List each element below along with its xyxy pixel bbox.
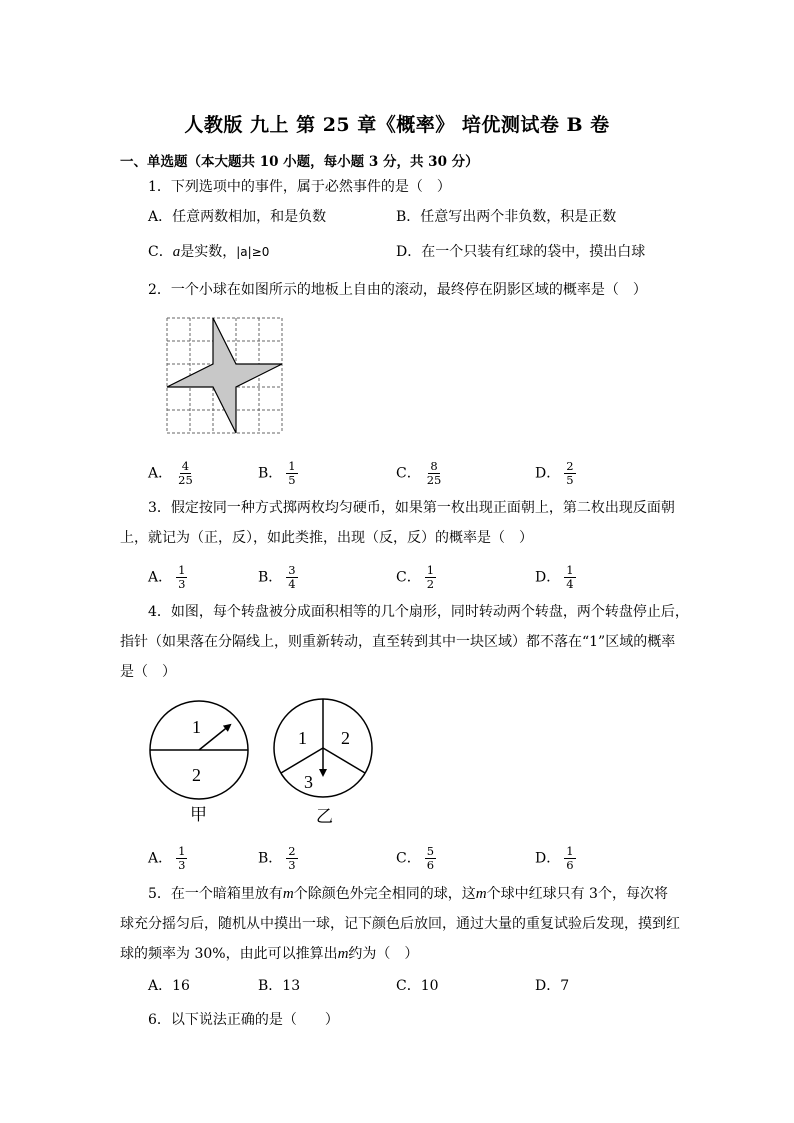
q3-option-c (396, 564, 436, 591)
q5-stem-part2: 个除颜色外完全相同的球，这 (293, 886, 476, 902)
q2-option-b-label: B． (258, 465, 283, 482)
q4-option-d-label: D． (535, 850, 561, 867)
spinner-jia-pointer (199, 725, 230, 750)
q3-option-d-fraction (564, 564, 575, 591)
q4-option-c-label: C． (396, 850, 421, 867)
q5-stem-line2: 球充分摇匀后，随机从中摸出一球，记下颜色后放回，通过大量的重复试验后发现，摸到红 (120, 916, 680, 932)
q3-option-d-num: 1 (566, 563, 574, 577)
q2-option-d-label: D． (535, 465, 561, 482)
q5-stem-part4: 球的频率为 30%，由此可以推算出 (120, 946, 338, 962)
q4-option-b-den: 3 (288, 858, 296, 872)
q4-option-b-fraction (286, 845, 297, 872)
spinner-yi (274, 699, 372, 826)
q2-option-b-den: 5 (288, 473, 296, 487)
q5-stem-line3 (120, 944, 418, 964)
q3-option-a-label: A． (148, 569, 173, 586)
q5-stem-line1 (148, 884, 668, 904)
q3-option-a-fraction (176, 564, 187, 591)
q5-var-m-2: m (475, 886, 487, 902)
q3-stem-line1: 3．假定按同一种方式掷两枚均匀硬币，如果第一枚出现正面朝上，第二枚出现反面朝 (148, 500, 675, 516)
q5-option-b: B．13 (258, 978, 301, 994)
q4-option-a (148, 845, 187, 872)
q1-option-b: B．任意写出两个非负数，积是正数 (396, 209, 617, 225)
q2-option-d-num: 2 (566, 459, 574, 473)
q5-stem-part3: 个球中红球只有 3个，每次将 (486, 886, 668, 902)
q3-option-b-label: B． (258, 569, 283, 586)
q1-option-c-label: C． (148, 244, 173, 260)
q2-option-a-den: 25 (178, 473, 193, 487)
q5-var-m-1: m (282, 886, 294, 902)
q1-option-c-mid: 是实数， (180, 244, 237, 260)
q3-option-c-num: 1 (426, 563, 435, 577)
q2-option-a-num: 4 (181, 459, 190, 473)
spinner-jia-sector-1: 1 (192, 717, 201, 737)
q4-stem-line2: 指针（如果落在分隔线上，则重新转动，直至转到其中一块区域）都不落在“1”区域的概率 (120, 634, 676, 650)
q4-option-d (535, 845, 576, 872)
q1-option-c (148, 242, 269, 262)
spinner-jia-sector-2: 2 (192, 765, 201, 785)
q4-option-c-den: 6 (426, 858, 435, 872)
q3-option-c-den: 2 (426, 577, 435, 591)
q4-option-a-den: 3 (178, 858, 186, 872)
spinner-yi-sector-2: 2 (341, 728, 350, 748)
q2-shaded-star (167, 318, 282, 433)
q2-option-c (396, 460, 443, 487)
q3-option-b-den: 4 (288, 577, 296, 591)
q3-option-c-fraction (425, 564, 436, 591)
q4-option-b-label: B． (258, 850, 283, 867)
q2-option-a-fraction (176, 460, 195, 487)
q3-option-c-label: C． (396, 569, 421, 586)
q3-option-a-den: 3 (178, 577, 186, 591)
q6-stem: 6．以下说法正确的是（ ） (148, 1012, 339, 1028)
q2-option-a-label: A． (148, 465, 173, 482)
q4-option-a-label: A． (148, 850, 173, 867)
q3-stem-line2: 上，就记为（正，反），如此类推，出现（反，反）的概率是（ ） (120, 530, 533, 546)
q4-option-a-fraction (176, 845, 187, 872)
q4-option-b (258, 845, 298, 872)
q2-option-c-num: 8 (430, 459, 438, 473)
q3-option-b-fraction (286, 564, 297, 591)
q2-option-b (258, 460, 298, 487)
spinner-jia (150, 701, 248, 824)
q1-abs-expression: |a|≥0 (236, 245, 270, 259)
spinner-yi-sector-3: 3 (304, 772, 313, 792)
q5-var-m-3: m (337, 946, 349, 962)
q1-var-a: a (172, 244, 181, 260)
q4-option-c-num: 5 (426, 844, 435, 858)
spinner-yi-label: 乙 (316, 807, 333, 826)
q3-option-d-den: 4 (566, 577, 574, 591)
q4-stem-line3: 是（ ） (120, 664, 176, 680)
q1-stem: 1．下列选项中的事件，属于必然事件的是（ ） (148, 179, 451, 195)
page-title: 人教版 九上 第 25 章《概率》 培优测试卷 B 卷 (184, 114, 610, 136)
q4-option-b-num: 2 (288, 844, 296, 858)
q2-floor-grid-figure (160, 312, 290, 437)
q3-option-a (148, 564, 187, 591)
q5-stem-part5: 约为（ ） (348, 946, 419, 962)
q2-stem: 2．一个小球在如图所示的地板上自由的滚动，最终停在阴影区域的概率是（ ） (148, 282, 647, 298)
q4-option-d-den: 6 (566, 858, 574, 872)
q3-option-b (258, 564, 298, 591)
q2-option-b-num: 1 (288, 459, 296, 473)
q2-option-c-den: 25 (426, 473, 442, 487)
q4-option-d-num: 1 (566, 844, 574, 858)
q2-option-c-label: C． (396, 465, 421, 482)
section-heading: 一、单选题（本大题共 10 小题，每小题 3 分，共 30 分） (120, 154, 479, 170)
q3-option-d (535, 564, 576, 591)
spinner-jia-label: 甲 (190, 805, 207, 824)
q2-option-d (535, 460, 576, 487)
q2-option-b-fraction (286, 460, 297, 487)
q2-option-c-fraction (425, 460, 444, 487)
q5-stem-part1: 5．在一个暗箱里放有 (148, 886, 283, 902)
q4-option-c-fraction (425, 845, 436, 872)
q5-option-a: A．16 (148, 978, 190, 994)
q2-option-d-fraction (564, 460, 575, 487)
q4-option-a-num: 1 (178, 844, 186, 858)
q3-option-b-num: 3 (288, 563, 296, 577)
q3-option-a-num: 1 (178, 563, 186, 577)
q3-option-d-label: D． (535, 569, 561, 586)
q4-option-d-fraction (564, 845, 575, 872)
q2-option-d-den: 5 (566, 473, 574, 487)
q5-option-d: D．7 (535, 978, 570, 994)
q2-option-a (148, 460, 195, 487)
spinner-yi-sector-1: 1 (298, 728, 307, 748)
q1-option-d: D．在一个只装有红球的袋中，摸出白球 (396, 244, 646, 260)
q4-option-c (396, 845, 436, 872)
q4-spinners-figure (140, 695, 390, 830)
q1-option-a: A．任意两数相加，和是负数 (148, 209, 327, 225)
q4-stem-line1: 4．如图，每个转盘被分成面积相等的几个扇形，同时转动两个转盘，两个转盘停止后， (148, 604, 689, 620)
q5-option-c: C．10 (396, 978, 439, 994)
